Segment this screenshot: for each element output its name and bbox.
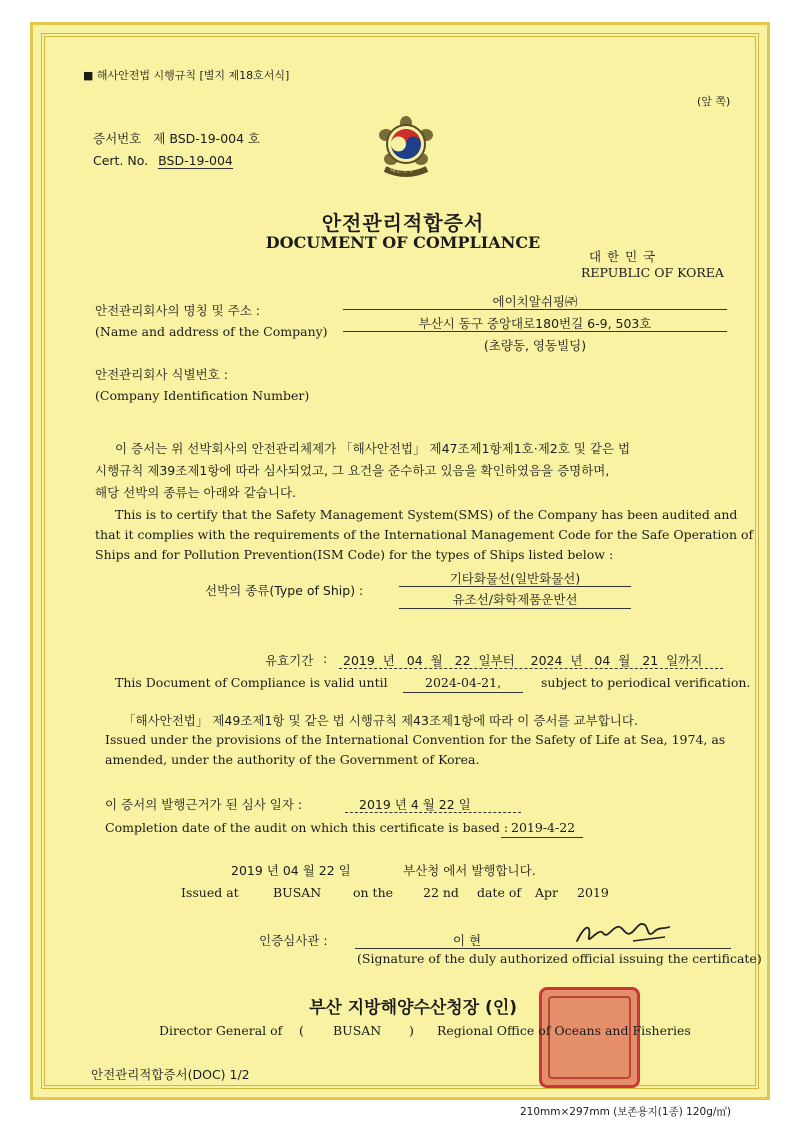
valid-to-day: 21 — [642, 653, 659, 668]
body-en-line-2: that it complies with the requirements of the International Management Code for the Safe Operation of — [95, 527, 754, 542]
cert-no-kr-label: 증서번호 — [93, 131, 142, 146]
issuer-paren-close: ) — [409, 1023, 414, 1038]
issued-month: Apr — [535, 885, 559, 900]
audit-date-en-line — [501, 837, 583, 838]
validity-colon: : — [323, 651, 328, 666]
issued-under-en-1: Issued under the provisions of the International Convention for the Safety of Life at Sea, 1974, as — [105, 732, 726, 747]
issued-at-label: Issued at — [181, 885, 239, 900]
cert-no-en-value: BSD-19-004 — [158, 153, 233, 168]
country-korean: 대 한 민 국 — [589, 249, 657, 264]
title-english: DOCUMENT OF COMPLIANCE — [265, 233, 541, 252]
validity-suffix: subject to periodical verification. — [541, 675, 751, 690]
company-name-line — [343, 309, 727, 310]
auditor-line — [355, 948, 731, 949]
audit-label-kr: 이 증서의 발행근거가 된 심사 일자 : — [105, 797, 303, 812]
footer-document-id: 안전관리적합증서(DOC) 1/2 — [91, 1067, 250, 1082]
company-address-2: (초량동, 영동빌딩) — [483, 338, 587, 353]
body-en-line-1: This is to certify that the Safety Management System(SMS) of the Company has been audited and — [115, 507, 738, 522]
ship-type-1: 기타화물선(일반화물선) — [449, 571, 581, 586]
issuer-kr: 부산 지방해양수산청장 (인) — [309, 998, 518, 1018]
ship-type-2-line — [399, 608, 631, 609]
year-word: 년 — [382, 653, 395, 668]
issued-on-the: on the — [353, 885, 394, 900]
issuer-director-label: Director General of — [159, 1023, 283, 1038]
auditor-name: 이 현 — [453, 933, 482, 948]
body-kr-line-3: 해당 선박의 종류는 아래와 같습니다. — [95, 485, 296, 500]
company-address-1: 부산시 동구 중앙대로180번길 6-9, 503호 — [418, 316, 652, 331]
issuer-office: BUSAN — [333, 1023, 382, 1038]
from-word: 일부터 — [478, 653, 515, 668]
valid-to-year: 2024 — [530, 653, 563, 668]
body-kr-line-1: 이 증서는 위 선박회사의 안전관리체제가 「해사안전법」 제47조제1항제1호·제2호 및 같은 법 — [115, 441, 631, 456]
body-en-line-3: Ships and for Pollution Prevention(ISM Code) for the types of Ships listed below : — [95, 547, 614, 562]
valid-until-line — [403, 692, 523, 693]
issued-under-en-2: amended, under the authority of the Government of Korea. — [105, 752, 480, 767]
auditor-signature-icon — [573, 915, 673, 949]
form-reference: ■ 해사안전법 시행규칙 [별지 제18호서식] — [83, 69, 290, 82]
company-label-en: (Name and address of the Company) — [95, 324, 328, 339]
validity-range — [343, 651, 702, 669]
issue-place-kr: 부산청 에서 발행합니다. — [403, 863, 536, 878]
emblem-ribbon-text: 대한민국 — [390, 167, 414, 174]
issued-year: 2019 — [577, 885, 609, 900]
issued-date-of: date of — [477, 885, 522, 900]
paper-spec: 210mm×297mm (보존용지(1종) 120g/㎡) — [520, 1106, 731, 1118]
issue-date-kr: 2019 년 04 월 22 일 — [231, 863, 351, 878]
company-id-label-en: (Company Identification Number) — [95, 388, 310, 403]
auditor-label: 인증심사관 : — [259, 933, 328, 948]
signature-caption: (Signature of the duly authorized official issuing the certificate) — [357, 951, 762, 966]
audit-date-kr-line — [345, 812, 521, 813]
company-label-kr: 안전관리회사의 명칭 및 주소 : — [95, 303, 261, 318]
valid-from-month: 04 — [406, 653, 423, 668]
company-address-line — [343, 331, 727, 332]
title-korean: 안전관리적합증서 — [321, 211, 485, 235]
company-name: 에이치알쉬핑㈜ — [492, 294, 578, 309]
month-word-2: 월 — [618, 653, 631, 668]
audit-date-en: 2019-4-22 — [511, 820, 576, 835]
cert-no-en-label: Cert. No. — [93, 153, 149, 168]
issued-under-kr: 「해사안전법」 제49조제1항 및 같은 법 시행규칙 제43조제1항에 따라 이 증서를 교부합니다. — [123, 713, 638, 728]
national-emblem-icon — [373, 115, 439, 187]
ship-type-label: 선박의 종류(Type of Ship) : — [205, 583, 364, 598]
valid-to-month: 04 — [594, 653, 611, 668]
month-word: 월 — [430, 653, 443, 668]
cert-no-en — [93, 153, 233, 168]
company-id-label-kr: 안전관리회사 식별번호 : — [95, 367, 228, 382]
year-word-2: 년 — [570, 653, 583, 668]
validity-line — [339, 668, 723, 669]
body-kr-line-2: 시행규칙 제39조제1항에 따라 심사되었고, 그 요건을 준수하고 있음을 확인하였음을 증명하며, — [95, 463, 610, 478]
cert-no-kr-value: 제 BSD-19-004 호 — [153, 131, 261, 146]
page-side-label: (앞 쪽) — [697, 95, 731, 108]
validity-label-en: This Document of Compliance is valid until — [115, 675, 388, 690]
audit-label-en: Completion date of the audit on which this certificate is based : — [105, 820, 509, 835]
issued-day: 22 nd — [423, 885, 459, 900]
valid-until-date: 2024-04-21, — [425, 675, 502, 690]
valid-from-year: 2019 — [343, 653, 375, 668]
issued-at-place: BUSAN — [273, 885, 322, 900]
valid-from-day: 22 — [454, 653, 471, 668]
certificate-page — [30, 22, 770, 1100]
country-english: REPUBLIC OF KOREA — [581, 265, 724, 280]
to-word: 일까지 — [666, 653, 703, 668]
validity-label-kr: 유효기간 — [265, 653, 314, 668]
issuer-paren-open: ( — [299, 1023, 304, 1038]
audit-date-kr: 2019 년 4 월 22 일 — [359, 797, 471, 812]
ship-type-1-line — [399, 586, 631, 587]
cert-no-kr — [93, 129, 260, 147]
issuer-regional-office: Regional Office of Oceans and Fisheries — [437, 1023, 691, 1038]
ship-type-2: 유조선/화학제품운반선 — [452, 592, 578, 607]
